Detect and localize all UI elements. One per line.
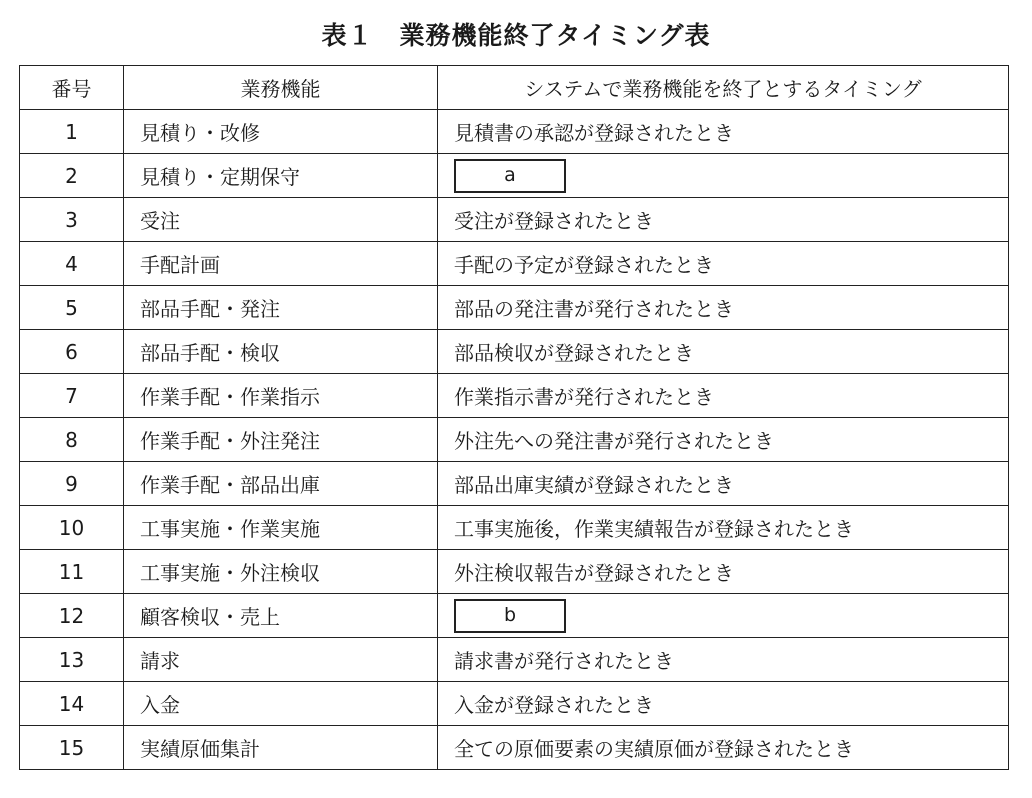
row-timing: 部品検収が登録されたとき (438, 330, 1009, 374)
row-timing: 受注が登録されたとき (438, 198, 1009, 242)
business-function-table (19, 65, 1009, 770)
row-timing: 外注検収報告が登録されたとき (438, 550, 1009, 594)
row-timing: 入金が登録されたとき (438, 682, 1009, 726)
row-function: 見積り・改修 (124, 110, 438, 154)
table-row (20, 110, 1009, 154)
table-body (20, 110, 1009, 770)
row-function: 工事実施・外注検収 (124, 550, 438, 594)
header-number: 番号 (20, 66, 124, 110)
table-row (20, 418, 1009, 462)
row-timing-cell (438, 594, 1009, 638)
table-row (20, 242, 1009, 286)
table-row (20, 682, 1009, 726)
table-title: 表１ 業務機能終了タイミング表 (321, 21, 711, 50)
row-number: 4 (20, 242, 124, 286)
answer-blank-box: b (454, 599, 566, 633)
row-function: 請求 (124, 638, 438, 682)
table-row (20, 506, 1009, 550)
row-number: 2 (20, 154, 124, 198)
row-number: 7 (20, 374, 124, 418)
row-timing-cell (438, 154, 1009, 198)
row-number: 14 (20, 682, 124, 726)
row-function: 顧客検収・売上 (124, 594, 438, 638)
row-timing: 全ての原価要素の実績原価が登録されたとき (438, 726, 1009, 770)
row-timing: 外注先への発注書が発行されたとき (438, 418, 1009, 462)
table-row (20, 594, 1009, 638)
row-number: 6 (20, 330, 124, 374)
row-function: 作業手配・外注発注 (124, 418, 438, 462)
row-function: 作業手配・作業指示 (124, 374, 438, 418)
row-number: 3 (20, 198, 124, 242)
row-function: 作業手配・部品出庫 (124, 462, 438, 506)
row-number: 8 (20, 418, 124, 462)
table-row (20, 286, 1009, 330)
table-row (20, 330, 1009, 374)
answer-blank-box: a (454, 159, 566, 193)
header-function: 業務機能 (124, 66, 438, 110)
row-timing: 作業指示書が発行されたとき (438, 374, 1009, 418)
row-function: 手配計画 (124, 242, 438, 286)
row-number: 5 (20, 286, 124, 330)
row-timing: 請求書が発行されたとき (438, 638, 1009, 682)
table-row (20, 550, 1009, 594)
table-row (20, 374, 1009, 418)
row-function: 工事実施・作業実施 (124, 506, 438, 550)
table-row (20, 154, 1009, 198)
table-row (20, 726, 1009, 770)
row-number: 9 (20, 462, 124, 506)
header-timing: システムで業務機能を終了とするタイミング (438, 66, 1009, 110)
row-timing: 工事実施後，作業実績報告が登録されたとき (438, 506, 1009, 550)
row-number: 1 (20, 110, 124, 154)
row-timing: 部品の発注書が発行されたとき (438, 286, 1009, 330)
row-number: 15 (20, 726, 124, 770)
row-number: 13 (20, 638, 124, 682)
row-function: 受注 (124, 198, 438, 242)
table-row (20, 462, 1009, 506)
row-number: 10 (20, 506, 124, 550)
row-number: 12 (20, 594, 124, 638)
table-row (20, 638, 1009, 682)
table-row (20, 198, 1009, 242)
row-timing: 見積書の承認が登録されたとき (438, 110, 1009, 154)
row-timing: 部品出庫実績が登録されたとき (438, 462, 1009, 506)
row-function: 実績原価集計 (124, 726, 438, 770)
row-function: 部品手配・検収 (124, 330, 438, 374)
row-function: 入金 (124, 682, 438, 726)
row-timing: 手配の予定が登録されたとき (438, 242, 1009, 286)
header-row (20, 66, 1009, 110)
row-function: 見積り・定期保守 (124, 154, 438, 198)
row-function: 部品手配・発注 (124, 286, 438, 330)
row-number: 11 (20, 550, 124, 594)
